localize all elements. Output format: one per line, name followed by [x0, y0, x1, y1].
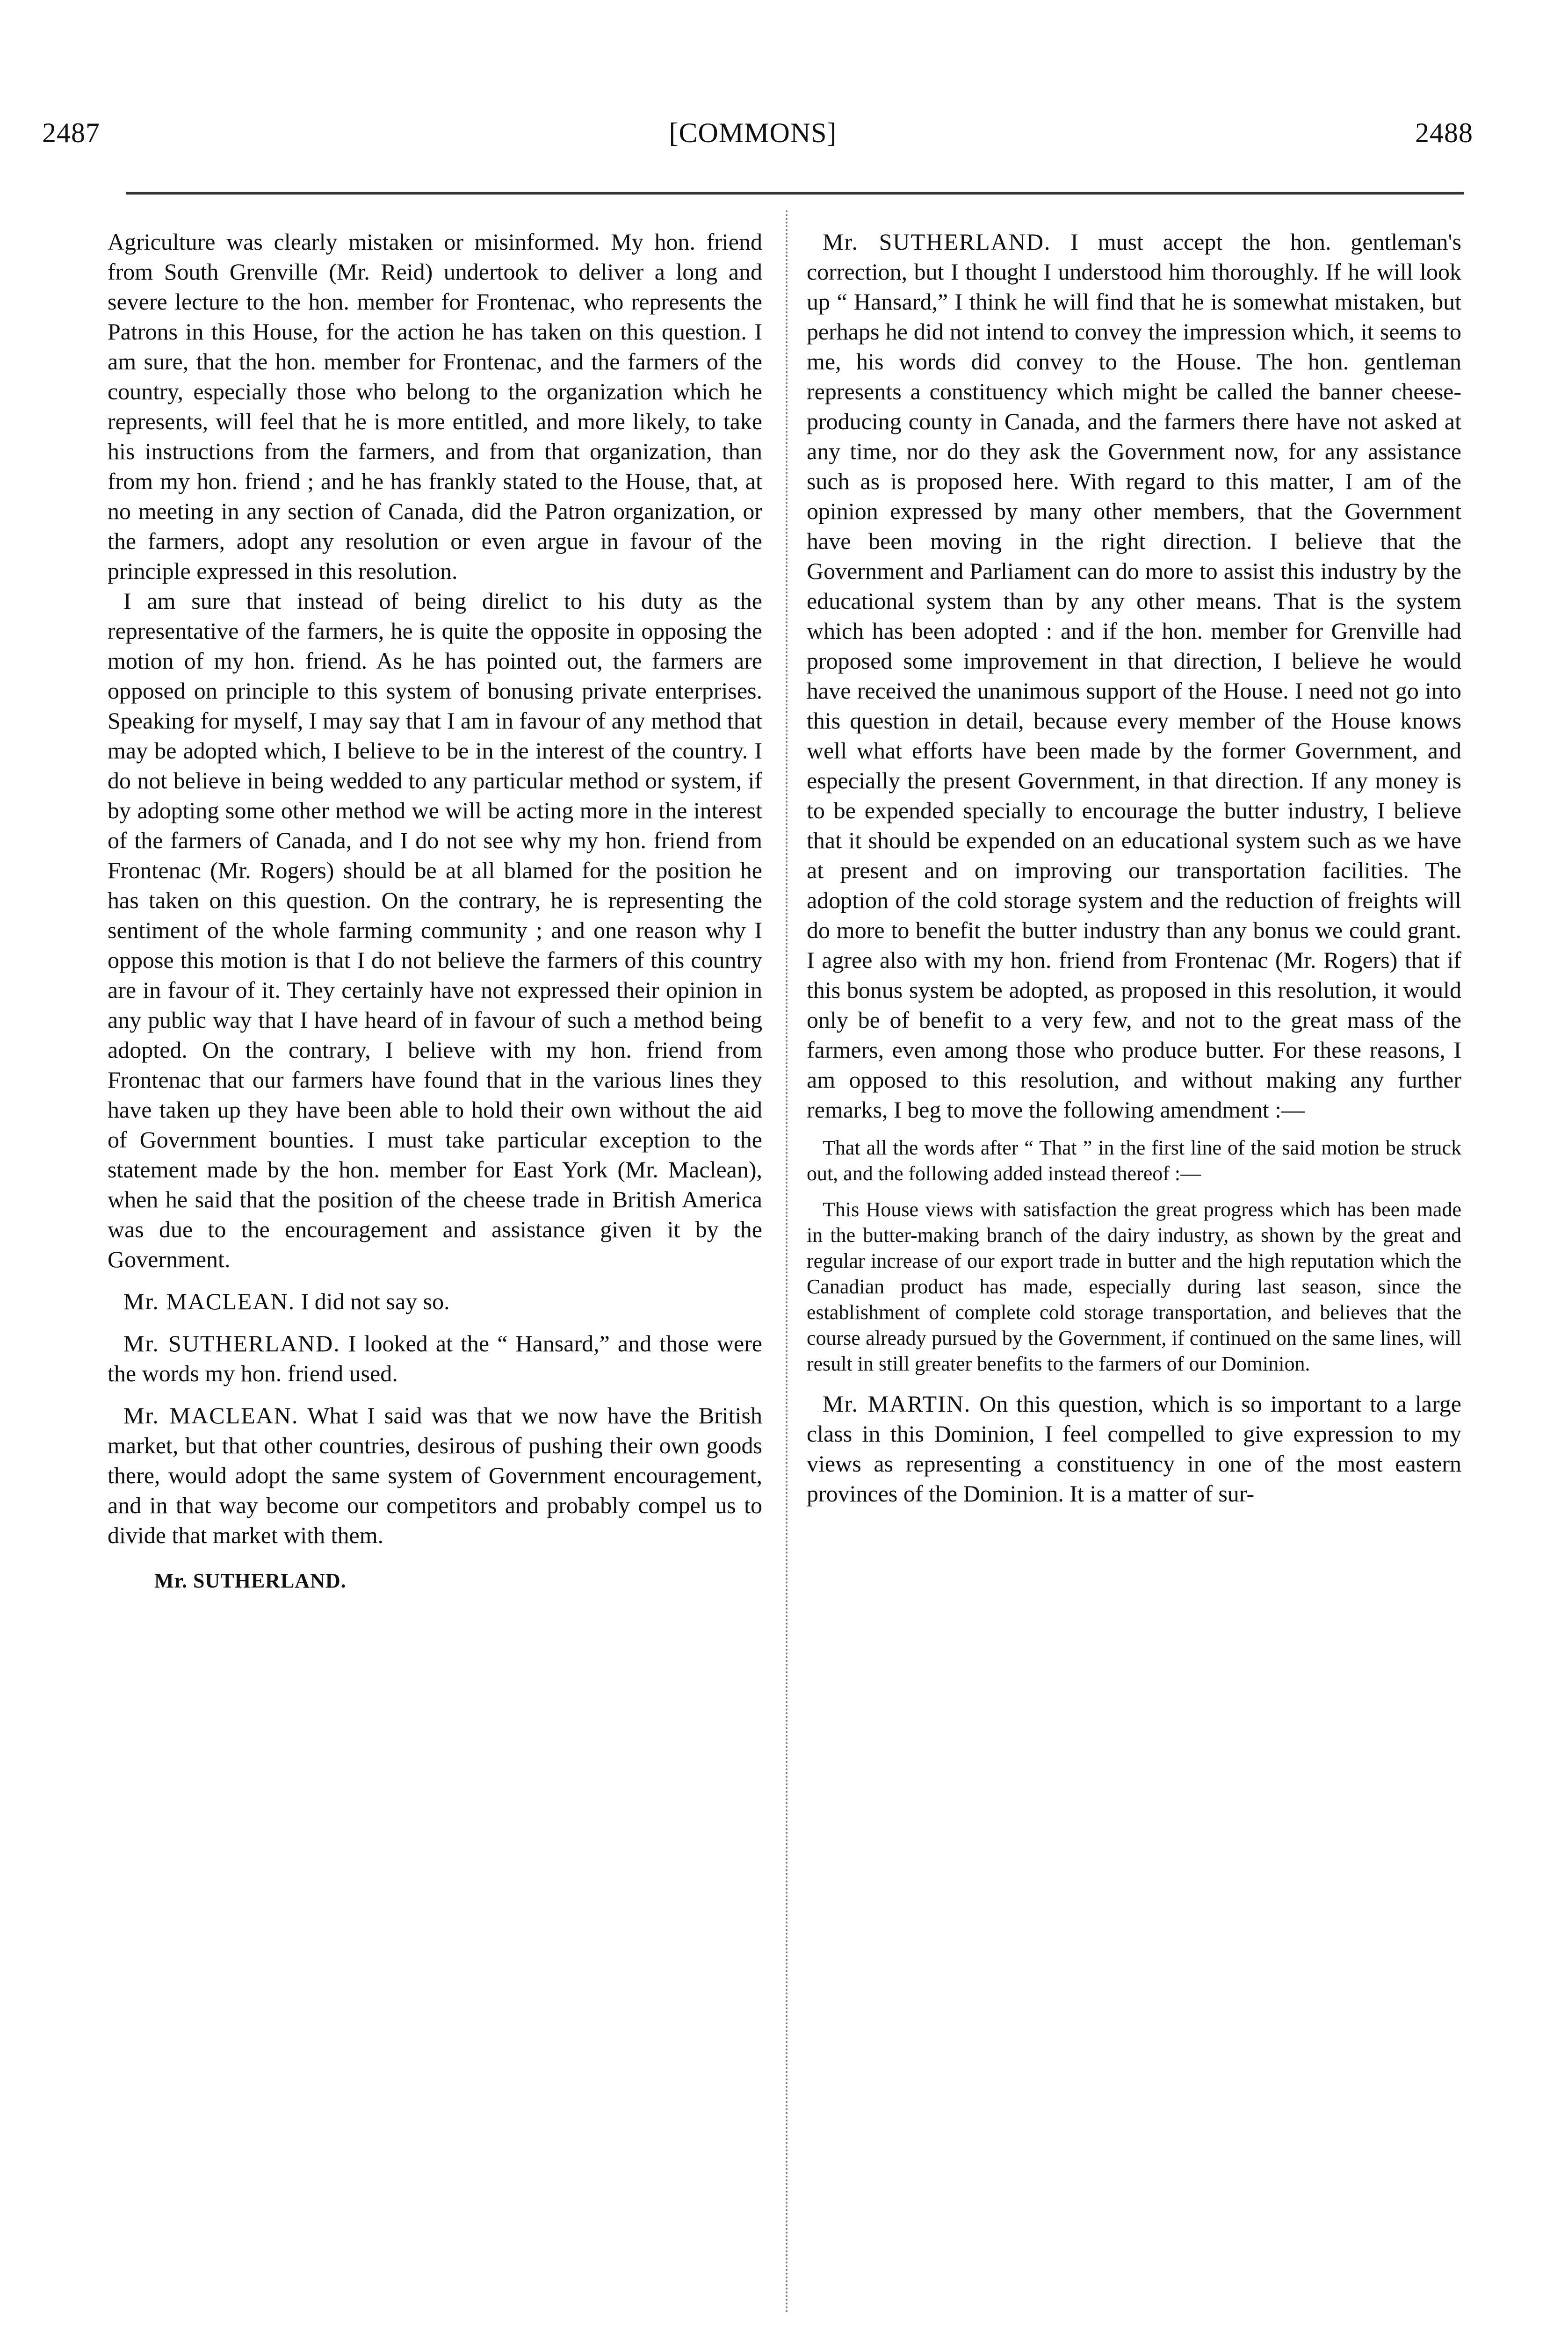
left-column [108, 227, 762, 1596]
left-paragraph-1: Agriculture was clearly mistaken or misinformed. My hon. friend from South Grenville (Mr. Reid) undertook to deliver a long and severe lecture to the hon. member for Frontenac, who represents the Patrons in this House, for the action he has taken on this question. I am sure, that the hon. member for Frontenac, and the farmers of the country, especially those who belong to the organization which he represents, will feel that he is more entitled, and more likely, to take his instructions from the farmers, and from that organization, than from my hon. friend ; and he has frankly stated to the House, that, at no meeting in any section of Canada, did the Patron organization, or the farmers, adopt any resolution or even argue in favour of the principle expressed in this resolution. [108, 229, 762, 584]
page-number-left: 2487 [42, 117, 100, 148]
footer-speaker-name: Mr. SUTHERLAND. [154, 1569, 347, 1592]
sutherland-reply-1 [108, 1328, 762, 1388]
amendment-clause-1: That all the words after “ That ” in the first line of the said motion be struck out, and the following added instead thereof :— [807, 1136, 1461, 1185]
header-rule [126, 192, 1464, 195]
martin-speech [807, 1389, 1461, 1508]
column-divider [786, 210, 788, 2315]
page-number-right: 2488 [1415, 117, 1473, 148]
running-head: [COMMONS] [669, 117, 837, 148]
amendment-clause-2: This House views with satisfaction the great progress which has been made in the butter-making branch of the dairy industry, as shown by the great and regular increase of our export trade in butter and the high reputation which the Canadian product has made, especially during last season, since the establishment of complete cold storage transportation, and believes that the course already pursued by the Government, if continued on the same lines, will result in still greater benefits to the farmers of our Dominion. [807, 1198, 1461, 1375]
speaker-name: Mr. SUTHERLAND. [123, 1330, 340, 1357]
speech-text: I did not say so. [295, 1288, 450, 1314]
speaker-name: Mr. MACLEAN. [123, 1402, 299, 1429]
left-paragraph-2: I am sure that instead of being direlict to his duty as the representative of the farmers, he is quite the opposite in opposing the motion of my hon. friend. As he has pointed out, the farmers are opposed on principle to this system of bonusing private enterprises. Speaking for myself, I may say that I am in favour of any method that may be adopted which, I believe to be in the interest of the country. I do not believe in being wedded to any particular method or system, if by adopting some other method we will be acting more in the interest of the farmers of Canada, and I do not see why my hon. friend from Frontenac (Mr. Rogers) should be at all blamed for the position he has taken on this question. On the contrary, he is representing the sentiment of the whole farming community ; and one reason why I oppose this motion is that I do not believe the farmers of this country are in favour of it. They certainly have not expressed their opinion in any public way that I have heard of in favour of such a method being adopted. On the contrary, I believe with my hon. friend from Frontenac that our farmers have found that in the various lines they have taken up they have been able to hold their own without the aid of Government bounties. I must take particular exception to the statement made by the hon. member for East York (Mr. Maclean), when he said that the position of the cheese trade in British America was due to the encouragement and assistance given it by the Government. [108, 588, 762, 1272]
speech-text: What I said was that we now have the British market, but that other countries, desirous of pushing their own goods there, would adopt the same system of Government encouragement, and in that way become our competitors and probably compel us to divide that market with them. [108, 1402, 762, 1548]
speaker-name: Mr. SUTHERLAND. [823, 229, 1051, 255]
sutherland-speech [807, 227, 1461, 1125]
speech-text: On this question, which is so important to a large class in this Dominion, I feel compelled to give expression to my views as representing a constituency in one of the most eastern provinces of the Dominion. It is a matter of sur- [807, 1391, 1461, 1507]
maclean-interjection-1 [108, 1286, 762, 1316]
right-column [807, 227, 1461, 1508]
speech-text: I must accept the hon. gentleman's correction, but I thought I understood him thoroughly. If he will look up “ Hansard,” I think he will find that he is somewhat mistaken, but perhaps he did not intend to convey the impression which, it seems to me, his words did convey to the House. The hon. gentleman represents a constituency which might be called the banner cheese-producing county in Canada, and the farmers there have not asked at any time, nor do they ask the Government now, for any assistance such as is proposed here. With regard to this matter, I am of the opinion expressed by many other members, that the Government have been moving in the right direction. I believe that the Government and Parliament can do more to assist this industry by the educational system than by any other means. That is the system which has been adopted : and if the hon. member for Grenville had proposed some improvement in that direction, I believe he would have received the unanimous support of the House. I need not go into this question in detail, because every member of the House knows well what efforts have been made by the former Government, and especially the present Government, in that direction. If any money is to be expended specially to encourage the butter industry, I believe that it should be expended on an educational system such as we have at present and on improving our transportation facilities. The adoption of the cold storage system and the reduction of freights will do more to benefit the butter industry than any bonus we could grant. I agree also with my hon. friend from Frontenac (Mr. Rogers) that if this bonus system be adopted, as proposed in this resolution, it would only be of benefit to a very few, and not to the great mass of the farmers, even among those who produce butter. For these reasons, I am opposed to this resolution, and without making any further remarks, I beg to move the following amendment :— [807, 229, 1461, 1123]
amendment-block [807, 1135, 1461, 1377]
speaker-name: Mr. MARTIN. [823, 1391, 971, 1417]
page-header [33, 117, 1473, 159]
maclean-interjection-2 [108, 1400, 762, 1550]
speech-text: I looked at the “ Hansard,” and those were the words my hon. friend used. [108, 1330, 762, 1386]
speaker-name: Mr. MACLEAN. [123, 1288, 296, 1314]
